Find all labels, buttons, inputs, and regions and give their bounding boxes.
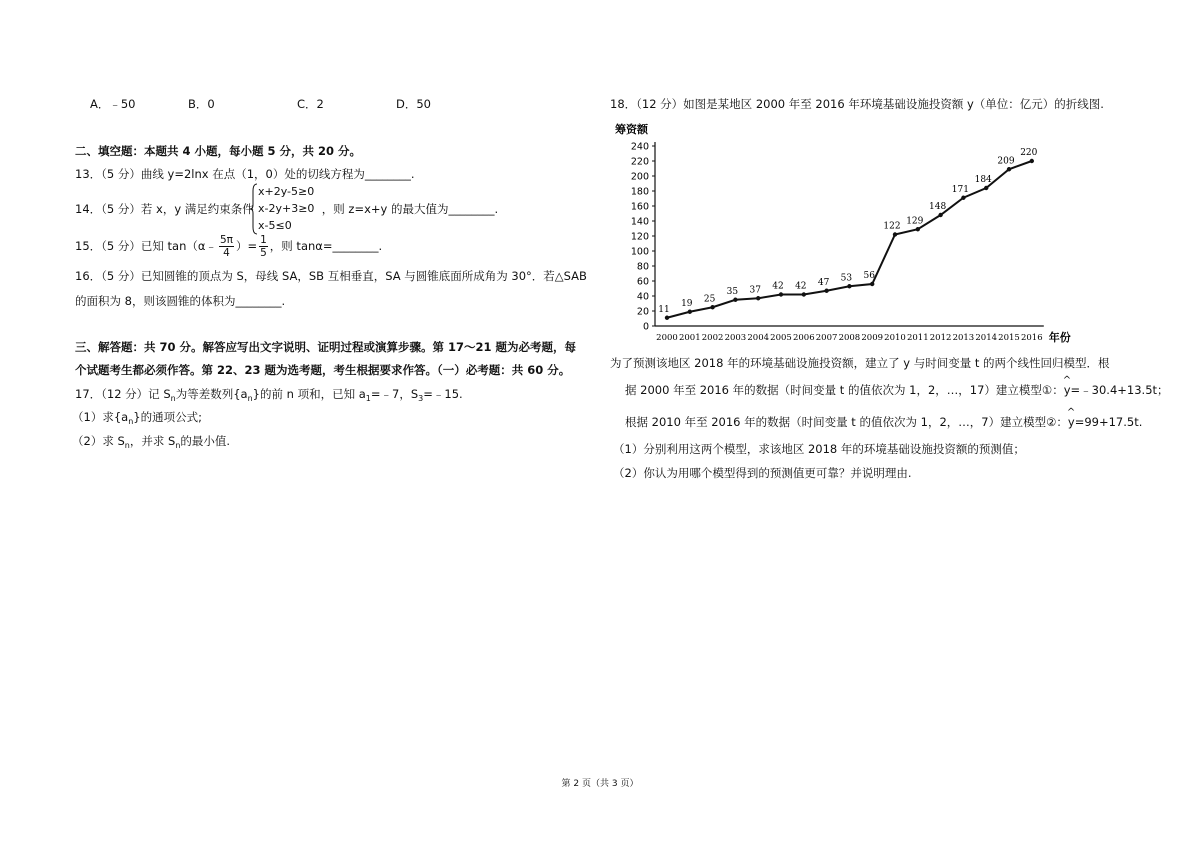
data-label: 25 bbox=[703, 294, 716, 305]
data-point bbox=[710, 305, 714, 309]
q15-suffix: ，则 tanα=________. bbox=[269, 239, 383, 253]
q17-p1-b: }的通项公式; bbox=[133, 410, 202, 424]
data-label: 53 bbox=[840, 273, 853, 284]
data-point bbox=[938, 213, 942, 217]
x-tick-label: 2006 bbox=[792, 333, 815, 343]
data-label: 11 bbox=[658, 304, 670, 315]
constraint-1: x+2y-5≥0 bbox=[258, 185, 315, 198]
x-tick-label: 2012 bbox=[929, 333, 952, 343]
question-13: 13．（5 分）曲线 y=2lnx 在点（1，0）处的切线方程为________. bbox=[75, 167, 415, 181]
data-label: 122 bbox=[883, 221, 901, 232]
q14-prefix: 14．（5 分）若 x，y 满足约束条件 bbox=[75, 202, 254, 216]
data-point bbox=[665, 316, 669, 320]
choice-c: C．2 bbox=[297, 97, 324, 111]
x-tick-label: 2010 bbox=[884, 333, 906, 343]
hat-y-1: y bbox=[1063, 383, 1071, 397]
y-axis-label: 筹资额 bbox=[615, 123, 648, 136]
q18-paragraph-3 bbox=[625, 407, 1143, 430]
x-tick-label: 2016 bbox=[1020, 333, 1043, 343]
q15-mid: ）= bbox=[235, 239, 258, 253]
section2-header: 二、填空题：本题共 4 小题，每小题 5 分，共 20 分。 bbox=[75, 144, 362, 158]
data-label: 42 bbox=[795, 281, 807, 292]
question-16-line1: 16．（5 分）已知圆锥的顶点为 S，母线 SA，SB 互相垂直，SA 与圆锥底面所成角为 30°．若△SAB bbox=[75, 269, 587, 283]
q18-para3-prefix: 根据 2010 年至 2016 年的数据（时间变量 t 的值依次为 1，2，…，7）建立模型②： bbox=[625, 415, 1068, 429]
y-hat-2 bbox=[1066, 407, 1076, 430]
q17-p2-b: ，并求 S bbox=[129, 434, 176, 448]
data-label: 35 bbox=[726, 286, 739, 297]
q18-part-1: （1）分别利用这两个模型，求该地区 2018 年的环境基础设施投资额的预测值； bbox=[613, 442, 1025, 456]
q15-fraction-2 bbox=[259, 234, 268, 259]
q15-frac2-num: 1 bbox=[260, 234, 267, 246]
q14-constraints bbox=[258, 183, 314, 234]
y-tick-label: 240 bbox=[630, 141, 649, 153]
data-point bbox=[824, 289, 828, 293]
x-tick-label: 2002 bbox=[701, 333, 724, 343]
q18-paragraph-2 bbox=[625, 375, 1169, 398]
data-label: 184 bbox=[974, 175, 992, 185]
data-point bbox=[984, 186, 988, 190]
y-hat-1 bbox=[1062, 375, 1072, 398]
data-point bbox=[779, 292, 783, 296]
x-axis-label: 年份 bbox=[1048, 331, 1071, 344]
data-point bbox=[961, 196, 965, 200]
q18-model-1: =﹣30.4+13.5t； bbox=[1070, 383, 1169, 397]
x-tick-label: 2001 bbox=[678, 333, 701, 343]
x-tick-label: 2008 bbox=[838, 333, 861, 343]
x-tick-label: 2015 bbox=[998, 333, 1020, 343]
q17-p2-c: 的最小值. bbox=[180, 434, 231, 448]
data-point bbox=[893, 232, 897, 236]
section3-header-line1: 三、解答题：共 70 分。解答应写出文字说明、证明过程或演算步骤。第 17～21 题为必考题，每 bbox=[75, 340, 577, 354]
section3-header-line2: 个试题考生都必须作答。第 22、23 题为选考题，考生根据要求作答。（一）必考题：共 60 分。 bbox=[75, 363, 571, 377]
y-tick-label: 160 bbox=[630, 201, 649, 213]
investment-line-chart bbox=[610, 120, 1080, 350]
x-tick-label: 2005 bbox=[770, 333, 792, 343]
page-footer: 第 2 页（共 3 页） bbox=[561, 779, 639, 789]
y-tick-label: 200 bbox=[630, 171, 649, 183]
q17-a: 17．（12 分）记 S bbox=[75, 387, 171, 401]
q18-part-2: （2）你认为用哪个模型得到的预测值更可靠？并说明理由. bbox=[613, 466, 912, 480]
hat-y-2: y bbox=[1067, 415, 1075, 429]
data-point bbox=[1007, 167, 1011, 171]
constraint-3: x-5≤0 bbox=[258, 219, 292, 232]
q17-p2-a: （2）求 S bbox=[72, 434, 125, 448]
data-point bbox=[847, 284, 851, 288]
q17-d: =﹣7，S bbox=[370, 387, 419, 401]
y-tick-label: 40 bbox=[636, 291, 649, 303]
y-tick-label: 20 bbox=[636, 306, 649, 318]
q18-para2-prefix: 据 2000 年至 2016 年的数据（时间变量 t 的值依次为 1，2，…，17）建立模型①： bbox=[625, 383, 1064, 397]
q17-e: =﹣15. bbox=[423, 387, 463, 401]
question-15 bbox=[75, 231, 382, 261]
data-point bbox=[802, 292, 806, 296]
x-tick-label: 2000 bbox=[656, 333, 678, 343]
y-tick-label: 120 bbox=[630, 231, 649, 243]
y-tick-label: 220 bbox=[630, 156, 649, 168]
data-label: 171 bbox=[951, 184, 969, 195]
y-tick-label: 180 bbox=[630, 186, 649, 198]
q17-p1-a: （1）求{a bbox=[72, 410, 129, 424]
data-point bbox=[733, 298, 737, 302]
data-label: 47 bbox=[817, 277, 830, 288]
x-tick-label: 2003 bbox=[724, 333, 747, 343]
choice-b: B．0 bbox=[188, 97, 215, 111]
choice-a: A．﹣50 bbox=[90, 97, 136, 111]
x-tick-label: 2014 bbox=[975, 333, 998, 343]
question-17-part2: （2）求 $S_n$，并求 $S_n$的最小值. bbox=[72, 434, 231, 450]
y-tick-label: 60 bbox=[636, 276, 649, 288]
data-point bbox=[916, 227, 920, 231]
x-tick-label: 2009 bbox=[861, 333, 884, 343]
data-label: 42 bbox=[772, 281, 784, 292]
x-tick-label: 2004 bbox=[747, 333, 770, 343]
data-point bbox=[688, 310, 692, 314]
q17-c: }的前 n 项和，已知 a bbox=[252, 387, 366, 401]
data-label: 129 bbox=[906, 216, 924, 227]
choice-d: D．50 bbox=[396, 97, 431, 111]
y-tick-label: 140 bbox=[630, 216, 649, 228]
q15-frac2-den: 5 bbox=[260, 247, 267, 259]
x-tick-label: 2011 bbox=[906, 333, 929, 343]
data-point bbox=[756, 296, 760, 300]
q15-frac1-num: 5π bbox=[219, 234, 233, 246]
data-point bbox=[1030, 159, 1034, 163]
data-point bbox=[870, 282, 874, 286]
x-tick-label: 2007 bbox=[815, 333, 838, 343]
data-label: 56 bbox=[863, 271, 875, 281]
q15-frac1-den: 4 bbox=[223, 247, 230, 259]
question-16-line2: 的面积为 8，则该圆锥的体积为________. bbox=[75, 294, 286, 308]
q15-prefix: 15．（5 分）已知 tan（α﹣ bbox=[75, 239, 217, 253]
y-tick-label: 0 bbox=[642, 321, 649, 333]
question-17-part1: （1）求$\{a_n\}$的通项公式; bbox=[72, 410, 202, 426]
hat-mark-1: ^ bbox=[1062, 375, 1072, 386]
y-tick-label: 80 bbox=[636, 261, 649, 273]
data-label: 148 bbox=[929, 202, 947, 212]
question-18-intro: 18．（12 分）如图是某地区 2000 年至 2016 年环境基础设施投资额 y（单位：亿元）的折线图. bbox=[610, 97, 1104, 111]
q15-fraction-1 bbox=[219, 234, 234, 259]
data-label: 209 bbox=[997, 156, 1015, 167]
q18-paragraph-1: 为了预测该地区 2018 年的环境基础设施投资额，建立了 y 与时间变量 t 的两个线性回归模型．根 bbox=[610, 356, 1110, 370]
q14-suffix: ，则 z=x+y 的最大值为________. bbox=[321, 202, 499, 216]
data-label: 19 bbox=[681, 298, 693, 309]
y-tick-label: 100 bbox=[630, 246, 649, 258]
q18-model-2: =99+17.5t. bbox=[1074, 415, 1143, 429]
data-label: 37 bbox=[749, 285, 761, 296]
constraint-2: x-2y+3≥0 bbox=[258, 202, 315, 215]
question-17: 17．（12 分）记 $S_n$为等差数列$\{a_n\}$的前 n 项和，已知 $a_1=﹣7$，$S_3=﹣15$. bbox=[75, 387, 463, 403]
data-label: 220 bbox=[1020, 148, 1038, 158]
hat-mark-2: ^ bbox=[1066, 407, 1076, 418]
q17-b: 为等差数列{a bbox=[175, 387, 248, 401]
x-tick-label: 2013 bbox=[952, 333, 975, 343]
